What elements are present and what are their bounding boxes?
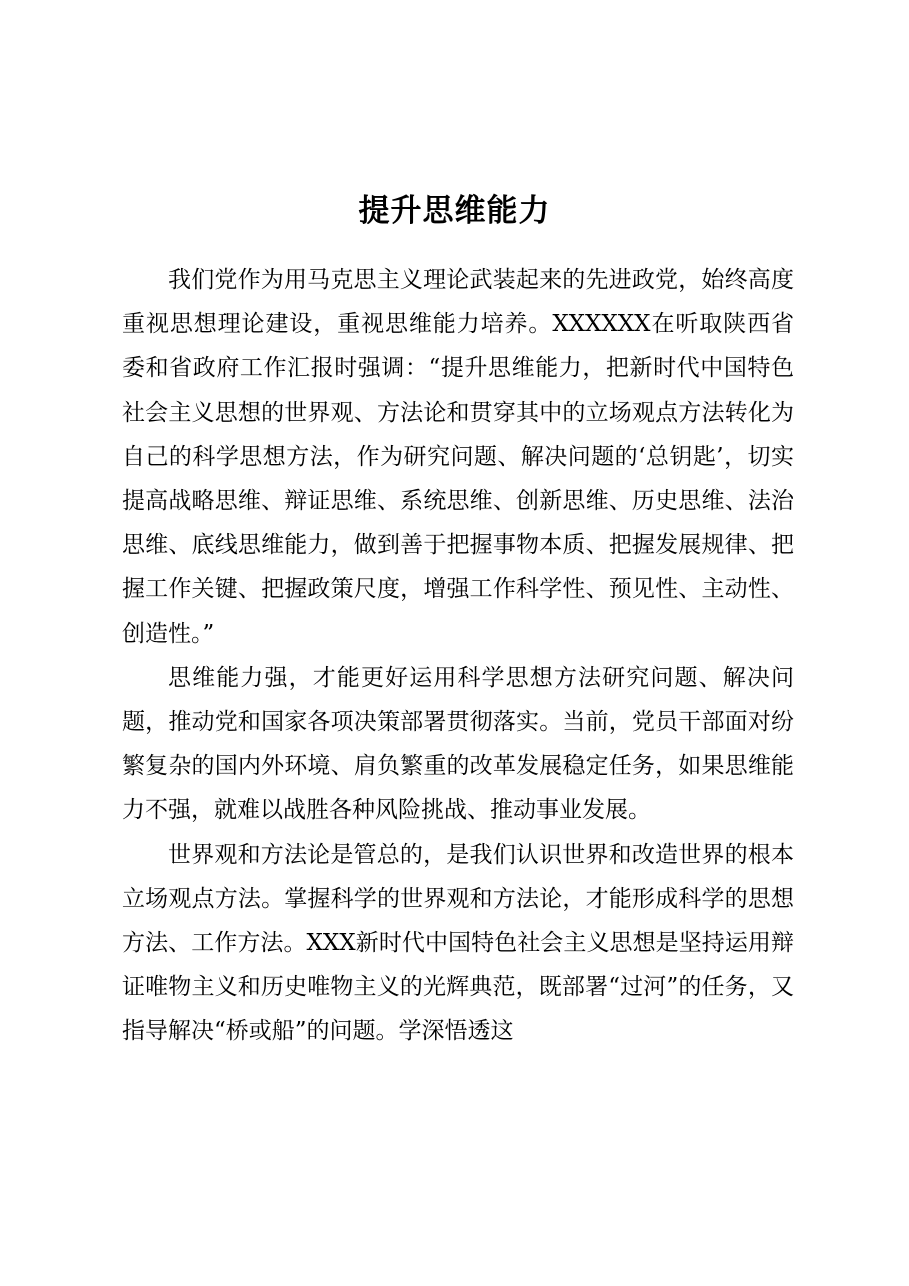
document-title: 提升思维能力 [358,193,551,229]
paragraph-2: 思维能力强，才能更好运用科学思想方法研究问题、解决问题，推动党和国家各项决策部署贯彻落实。当前，党员干部面对纷繁复杂的国内外环境、肩负繁重的改革发展稳定任务，如果思维能力不强，就难以战胜各种风险挑战、推动事业发展。 [122,664,794,824]
paragraph-3: 世界观和方法论是管总的，是我们认识世界和改造世界的根本立场观点方法。掌握科学的世界观和方法论，才能形成科学的思想方法、工作方法。XXX新时代中国特色社会主义思想是坚持运用辩证唯物主义和历史唯物主义的光辉典范，既部署“过河”的任务，又指导解决“桥或船”的问题。学深悟透这 [122,841,794,1045]
document-body [122,258,794,1054]
paragraph-1: 我们党作为用马克思主义理论武装起来的先进政党，始终高度重视思想理论建设，重视思维能力培养。XXXXXX在听取陕西省委和省政府工作汇报时强调：“提升思维能力，把新时代中国特色社会主义思想的世界观、方法论和贯穿其中的立场观点方法转化为自己的科学思想方法，作为研究问题、解决问题的‘总钥匙’，切实提高战略思维、辩证思维、系统思维、创新思维、历史思维、法治思维、底线思维能力，做到善于把握事物本质、把握发展规律、把握工作关键、把握政策尺度，增强工作科学性、预见性、主动性、创造性。” [122,267,794,647]
